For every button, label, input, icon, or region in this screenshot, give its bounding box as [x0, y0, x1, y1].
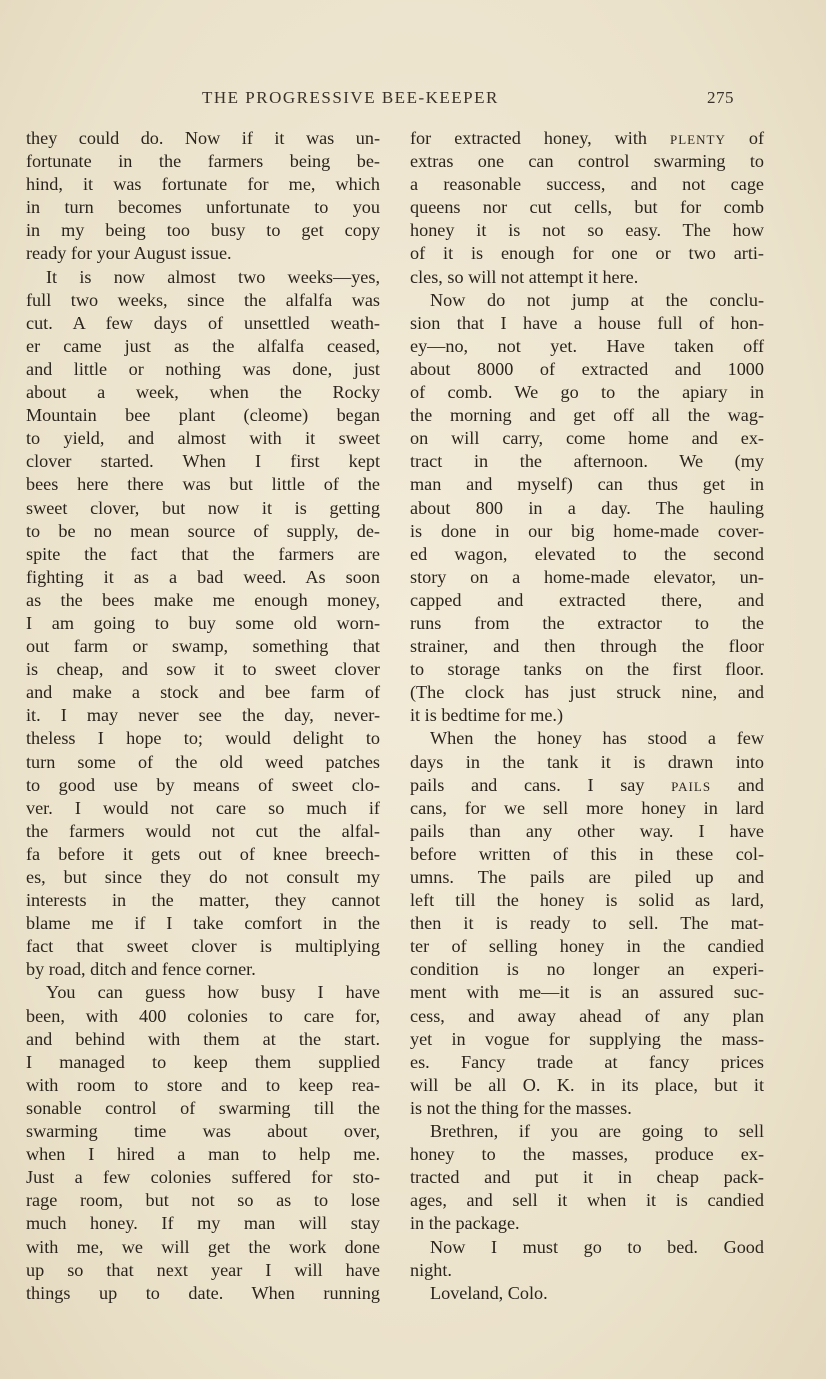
text-line: [410, 1028, 764, 1051]
text-line: [26, 1097, 380, 1120]
line-text-tail: and: [711, 774, 764, 795]
line-text: and little or nothing was done, just: [26, 358, 380, 379]
line-text: Just a few colonies suffered for sto-: [26, 1167, 380, 1188]
text-line: [26, 958, 380, 981]
text-line: [410, 1282, 764, 1305]
line-text: (The clock has just struck nine, and: [410, 682, 764, 703]
text-line: [26, 681, 380, 704]
text-line: [410, 335, 764, 358]
text-line: [26, 889, 380, 912]
line-text: night.: [410, 1259, 452, 1280]
line-text: runs from the extractor to the: [410, 612, 764, 633]
text-line: [410, 289, 764, 312]
text-line: [26, 127, 380, 150]
line-text: cess, and away ahead of any plan: [410, 1005, 764, 1026]
text-line: [410, 1166, 764, 1189]
text-line: [410, 497, 764, 520]
text-line: [410, 427, 764, 450]
text-line: [410, 1097, 764, 1120]
text-line: [26, 727, 380, 750]
line-text: to good use by means of sweet clo-: [26, 774, 380, 795]
line-text: bees here there was but little of the: [26, 474, 380, 495]
line-text: cut. A few days of unsettled weath-: [26, 312, 380, 333]
line-text: ey—no, not yet. Have taken off: [410, 335, 764, 356]
text-line: [410, 1051, 764, 1074]
line-text: on will carry, come home and ex-: [410, 428, 764, 449]
text-line: [26, 1236, 380, 1259]
line-text: Now do not jump at the conclu-: [430, 289, 764, 310]
text-line: [410, 820, 764, 843]
text-line: [410, 520, 764, 543]
text-line: [26, 1143, 380, 1166]
line-text: I managed to keep them supplied: [26, 1051, 380, 1072]
small-caps-word: pails: [671, 774, 712, 795]
text-line: [26, 173, 380, 196]
line-text: it is bedtime for me.): [410, 705, 564, 726]
text-line: [26, 566, 380, 589]
text-line: [410, 312, 764, 335]
text-line: [26, 612, 380, 635]
text-line: [410, 173, 764, 196]
text-line: [26, 751, 380, 774]
text-line: [410, 635, 764, 658]
text-line: [410, 1189, 764, 1212]
line-text: tract in the afternoon. We (my: [410, 451, 764, 472]
line-text: out farm or swamp, something that: [26, 636, 380, 657]
line-text: story on a home-made elevator, un-: [410, 566, 764, 587]
line-text: full two weeks, since the alfalfa was: [26, 289, 380, 310]
line-text: sonable control of swarming till the: [26, 1097, 380, 1118]
text-line: [410, 543, 764, 566]
text-line: [410, 404, 764, 427]
line-text: strainer, and then through the floor: [410, 636, 764, 657]
text-line: [26, 266, 380, 289]
text-line: [26, 312, 380, 335]
line-text: condition is no longer an experi-: [410, 959, 764, 980]
text-line: [26, 797, 380, 820]
line-text: about a week, when the Rocky: [26, 382, 380, 403]
text-line: [410, 266, 764, 289]
text-line: [410, 589, 764, 612]
line-text: ages, and sell it when it is candied: [410, 1190, 764, 1211]
text-line: [410, 981, 764, 1004]
line-text: about 800 in a day. The hauling: [410, 497, 764, 518]
line-text: when I hired a man to help me.: [26, 1144, 380, 1165]
line-text: When the honey has stood a few: [430, 728, 764, 749]
text-line: [26, 1051, 380, 1074]
line-text: tracted and put it in cheap pack-: [410, 1167, 764, 1188]
text-line: [410, 1259, 764, 1282]
line-text: as the bees make me enough money,: [26, 589, 380, 610]
line-text: then it is ready to sell. The mat-: [410, 913, 764, 934]
line-text: ready for your August issue.: [26, 243, 232, 264]
text-line: [410, 751, 764, 774]
text-line: [410, 774, 764, 797]
line-text: ver. I would not care so much if: [26, 797, 380, 818]
text-line: [410, 1120, 764, 1143]
line-text: of it is enough for one or two arti-: [410, 243, 764, 264]
line-text: clover started. When I first kept: [26, 451, 380, 472]
text-line: [26, 1074, 380, 1097]
line-text: ter of selling honey in the candied: [410, 936, 764, 957]
line-text: and behind with them at the start.: [26, 1028, 380, 1049]
text-line: [410, 658, 764, 681]
line-text: honey it is not so easy. The how: [410, 220, 764, 241]
running-title: THE PROGRESSIVE BEE-KEEPER: [202, 88, 499, 107]
line-text: for extracted honey, with: [410, 128, 670, 148]
text-line: [26, 981, 380, 1004]
text-line: [26, 497, 380, 520]
text-line: [410, 1005, 764, 1028]
line-text: umns. The pails are piled up and: [410, 867, 764, 887]
line-text: interests in the matter, they cannot: [26, 890, 380, 911]
line-text: It is now almost two weeks—yes,: [46, 266, 380, 287]
text-line: [26, 1282, 380, 1305]
line-text: in turn becomes unfortunate to you: [26, 197, 380, 218]
text-line: [410, 1143, 764, 1166]
text-line: [26, 658, 380, 681]
line-text: I am going to buy some old worn-: [26, 612, 380, 633]
text-line: [26, 196, 380, 219]
text-line: [410, 612, 764, 635]
line-text: pails than any other way. I have: [410, 820, 764, 841]
line-text: rage room, but not so as to lose: [26, 1190, 380, 1211]
line-text: they could do. Now if it was un-: [26, 128, 380, 148]
line-text: Loveland, Colo.: [430, 1282, 548, 1303]
text-line: [26, 358, 380, 381]
text-line: [26, 520, 380, 543]
text-line: [26, 473, 380, 496]
text-line: [410, 473, 764, 496]
line-text: before written of this in these col-: [410, 843, 764, 864]
line-text: sweet clover, but now it is getting: [26, 497, 380, 518]
text-line: [26, 843, 380, 866]
text-line: [410, 242, 764, 265]
line-text: and make a stock and bee farm of: [26, 682, 380, 703]
text-line: [26, 635, 380, 658]
right-column: [410, 127, 764, 1305]
text-line: [410, 912, 764, 935]
line-text: Brethren, if you are going to sell: [430, 1121, 764, 1142]
line-text: to yield, and almost with it sweet: [26, 428, 380, 449]
line-text: in the package.: [410, 1213, 520, 1234]
line-text: sion that I have a house full of hon-: [410, 312, 764, 333]
text-line: [410, 935, 764, 958]
line-text: with room to store and to keep rea-: [26, 1074, 380, 1095]
text-line: [26, 427, 380, 450]
line-text: man and myself) can thus get in: [410, 474, 764, 495]
text-line: [410, 797, 764, 820]
text-line: [410, 843, 764, 866]
line-text: turn some of the old weed patches: [26, 751, 380, 772]
line-text: honey to the masses, produce ex-: [410, 1144, 764, 1165]
line-text: the farmers would not cut the alfal-: [26, 820, 380, 841]
line-text: Now I must go to bed. Good: [430, 1236, 764, 1257]
text-line: [410, 219, 764, 242]
line-text: cles, so will not attempt it here.: [410, 266, 639, 287]
text-line: [410, 681, 764, 704]
text-line: [26, 289, 380, 312]
line-text: capped and extracted there, and: [410, 589, 764, 610]
text-line: [410, 1236, 764, 1259]
line-text: days in the tank it is drawn into: [410, 751, 764, 772]
line-text: fa before it gets out of knee breech-: [26, 843, 380, 864]
small-caps-word: plenty: [670, 128, 726, 148]
text-line: [26, 543, 380, 566]
text-line: [26, 404, 380, 427]
line-text: ment with me—it is an assured suc-: [410, 982, 764, 1003]
text-line: [26, 935, 380, 958]
line-text: of comb. We go to the apiary in: [410, 382, 764, 403]
text-line: [410, 196, 764, 219]
text-line: [26, 1259, 380, 1282]
text-line: [26, 704, 380, 727]
text-line: [26, 866, 380, 889]
text-line: [26, 450, 380, 473]
line-text: Mountain bee plant (cleome) began: [26, 405, 380, 426]
line-text: pails and cans. I say: [410, 774, 672, 795]
line-text: it. I may never see the day, never-: [26, 705, 380, 726]
line-text: is done in our big home-made cover-: [410, 520, 764, 541]
line-text: much honey. If my man will stay: [26, 1213, 380, 1234]
line-text: You can guess how busy I have: [46, 982, 380, 1003]
text-line: [26, 1212, 380, 1235]
line-text: will be all O. K. in its place, but it: [410, 1074, 764, 1095]
line-text: blame me if I take comfort in the: [26, 913, 380, 934]
line-text: to be no mean source of supply, de-: [26, 520, 380, 541]
page-header: [0, 88, 826, 110]
text-line: [26, 774, 380, 797]
line-text: about 8000 of extracted and 1000: [410, 358, 764, 379]
line-text-tail: of: [725, 128, 764, 148]
line-text: fact that sweet clover is multiplying: [26, 936, 380, 957]
line-text: yet in vogue for supplying the mass-: [410, 1028, 764, 1049]
left-column: [26, 127, 380, 1305]
line-text: ed wagon, elevated to the second: [410, 543, 764, 564]
text-line: [26, 381, 380, 404]
line-text: swarming time was about over,: [26, 1121, 380, 1142]
line-text: extras one can control swarming to: [410, 151, 764, 172]
page-number: 275: [707, 88, 734, 107]
text-line: [410, 450, 764, 473]
line-text: in my being too busy to get copy: [26, 220, 380, 241]
text-line: [410, 1212, 764, 1235]
text-line: [26, 1189, 380, 1212]
text-line: [26, 1005, 380, 1028]
line-text: fortunate in the farmers being be-: [26, 151, 380, 172]
text-line: [26, 1120, 380, 1143]
line-text: up so that next year I will have: [26, 1259, 380, 1280]
line-text: things up to date. When running: [26, 1282, 380, 1303]
text-line: [410, 127, 764, 150]
line-text: been, with 400 colonies to care for,: [26, 1005, 380, 1026]
text-line: [26, 589, 380, 612]
line-text: to storage tanks on the first floor.: [410, 659, 764, 680]
text-line: [26, 912, 380, 935]
text-line: [410, 1074, 764, 1097]
line-text: is cheap, and sow it to sweet clover: [26, 659, 380, 680]
text-line: [26, 335, 380, 358]
line-text: hind, it was fortunate for me, which: [26, 174, 380, 195]
text-line: [26, 150, 380, 173]
text-line: [410, 866, 764, 889]
text-line: [410, 889, 764, 912]
text-line: [410, 381, 764, 404]
line-text: is not the thing for the masses.: [410, 1097, 632, 1118]
text-line: [410, 727, 764, 750]
text-line: [26, 219, 380, 242]
line-text: es, but since they do not consult my: [26, 867, 380, 887]
line-text: queens nor cut cells, but for comb: [410, 197, 764, 218]
text-line: [26, 820, 380, 843]
line-text: the morning and get off all the wag-: [410, 405, 764, 426]
line-text: es. Fancy trade at fancy prices: [410, 1051, 764, 1072]
text-line: [410, 958, 764, 981]
line-text: by road, ditch and fence corner.: [26, 959, 256, 980]
text-line: [410, 704, 764, 727]
line-text: fighting it as a bad weed. As soon: [26, 566, 380, 587]
line-text: left till the honey is solid as lard,: [410, 890, 764, 911]
text-line: [410, 150, 764, 173]
line-text: er came just as the alfalfa ceased,: [26, 335, 380, 356]
text-line: [26, 242, 380, 265]
line-text: cans, for we sell more honey in lard: [410, 797, 764, 818]
line-text: theless I hope to; would delight to: [26, 728, 380, 749]
text-line: [410, 358, 764, 381]
text-line: [26, 1166, 380, 1189]
text-line: [26, 1028, 380, 1051]
line-text: a reasonable success, and not cage: [410, 174, 764, 195]
line-text: with me, we will get the work done: [26, 1236, 380, 1257]
line-text: spite the fact that the farmers are: [26, 543, 380, 564]
text-line: [410, 566, 764, 589]
